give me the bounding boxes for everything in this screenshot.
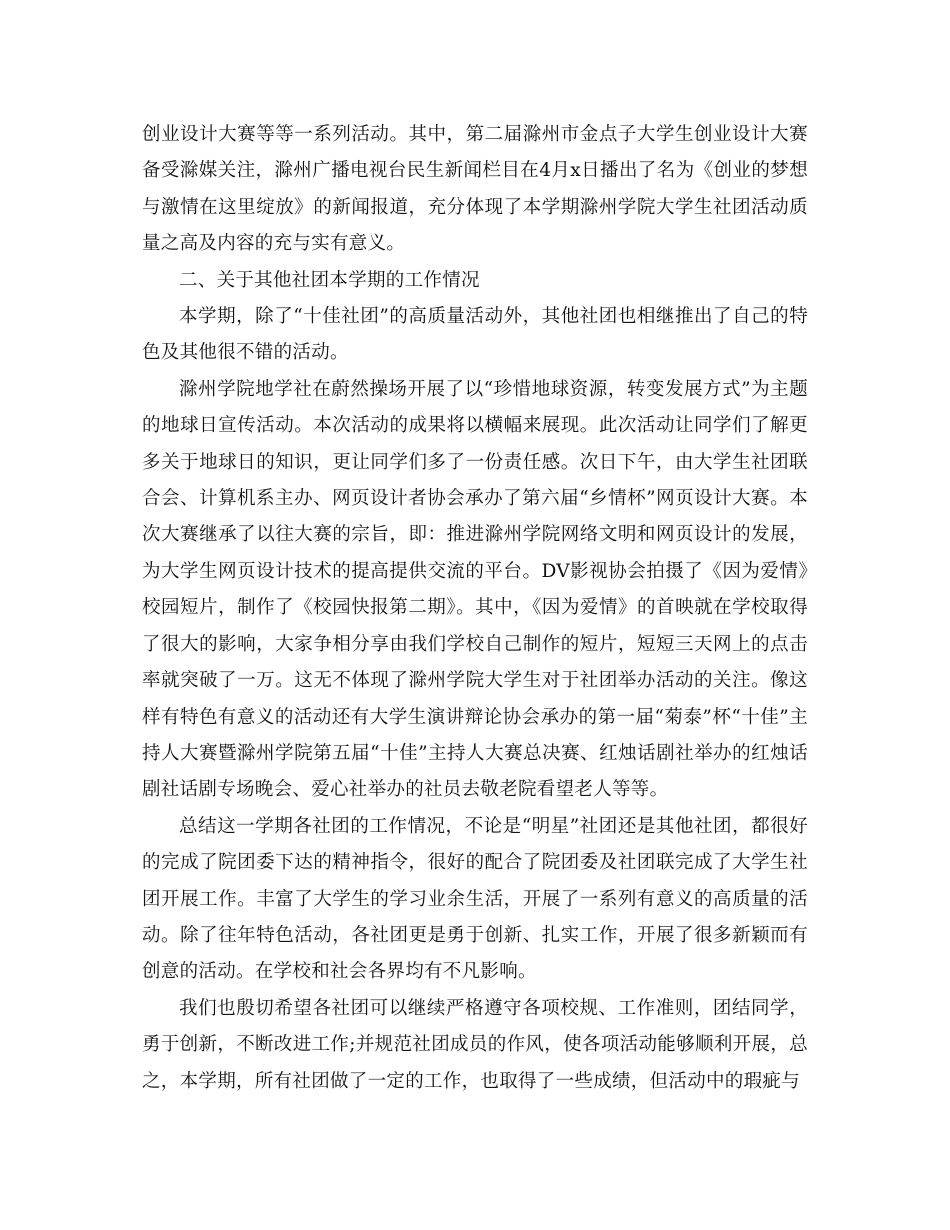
paragraph-semester-summary: 总结这一学期各社团的工作情况，不论是“明星”社团还是其他社团，都很好的完成了院团委下达的精神指令，很好的配合了院团委及社团联完成了大学生社团开展工作。丰富了大学生的学习业余生活，开展了一系列有意义的高质量的活动。除了往年特色活动，各社团更是勇于创新、扎实工作，开展了很多新颖而有创意的活动。在学校和社会各界均有不凡影响。: [142, 815, 808, 983]
section-heading-other-clubs: 二、关于其他社团本学期的工作情况: [179, 269, 480, 291]
paragraph-activities-summary: 创业设计大赛等等一系列活动。其中，第二届滁州市金点子大学生创业设计大赛备受滁媒关注，滁州广播电视台民生新闻栏目在4月x日播出了名为《创业的梦想与激情在这里绽放》的新闻报道，充分体现了本学期滁州学院大学生社团活动质量之高及内容的充与实有意义。: [142, 124, 808, 255]
paragraph-other-clubs-intro: 本学期，除了“十佳社团”的高质量活动外，其他社团也相继推出了自己的特色及其他很不错的活动。: [142, 306, 808, 364]
document-body: [142, 117, 808, 1100]
paragraph-expectations: 我们也殷切希望各社团可以继续严格遵守各项校规、工作准则，团结同学，勇于创新，不断改进工作;并规范社团成员的作风，使各项活动能够顺利开展，总之，本学期，所有社团做了一定的工作，也取得了一些成绩，但活动中的瑕疵与: [142, 997, 808, 1092]
paragraph-club-activities-detail: 滁州学院地学社在蔚然操场开展了以“珍惜地球资源，转变发展方式”为主题的地球日宣传活动。本次活动的成果将以横幅来展现。此次活动让同学们了解更多关于地球日的知识，更让同学们多了一份责任感。次日下午，由大学生社团联合会、计算机系主办、网页设计者协会承办了第六届“乡情杯”网页设计大赛。本次大赛继承了以往大赛的宗旨，即：推进滁州学院网络文明和网页设计的发展，为大学生网页设计技术的提高提供交流的平台。DV影视协会拍摄了《因为爱情》校园短片，制作了《校园快报第二期》。其中，《因为爱情》的首映就在学校取得了很大的影响，大家争相分享由我们学校自己制作的短片，短短三天网上的点击率就突破了一万。这无不体现了滁州学院大学生对于社团举办活动的关注。像这样有特色有意义的活动还有大学生演讲辩论协会承办的第一届“菊泰”杯“十佳”主持人大赛暨滁州学院第五届“十佳”主持人大赛总决赛、红烛话剧社举办的红烛话剧社话剧专场晚会、爱心社举办的社员去敬老院看望老人等等。: [142, 378, 808, 801]
